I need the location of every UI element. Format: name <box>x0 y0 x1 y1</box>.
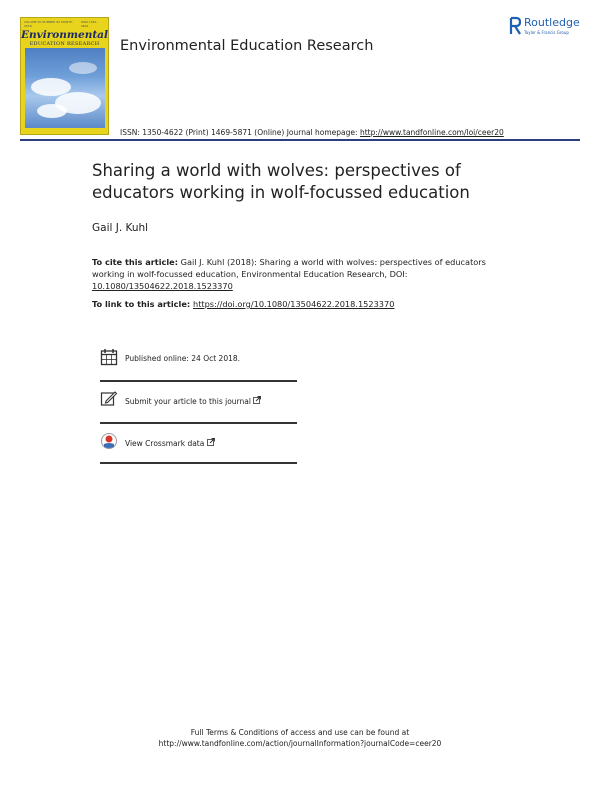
footer-terms-text: Full Terms & Conditions of access and use can be found at <box>190 728 410 737</box>
journal-name: Environmental Education Research <box>120 38 374 54</box>
row-divider <box>100 422 297 424</box>
footer-terms-link[interactable]: http://www.tandfonline.com/action/journalInformation?journalCode=ceer20 <box>158 739 442 748</box>
calendar-icon <box>100 348 118 366</box>
published-online-text: Published online: 24 Oct 2018. <box>125 354 241 363</box>
cover-subtitle: EDUCATION RESEARCH <box>29 41 100 47</box>
issn-line <box>120 128 504 137</box>
routledge-logo-icon <box>509 16 521 36</box>
crossmark-icon <box>100 432 118 450</box>
cover-sky-photo <box>25 48 105 128</box>
row-divider <box>100 380 297 382</box>
submit-article-row[interactable] <box>100 388 298 418</box>
edit-icon <box>100 390 118 408</box>
citation <box>92 256 512 292</box>
external-link-icon <box>253 396 261 404</box>
issn-text: ISSN: 1350-4622 (Print) 1469-5871 (Online) Journal homepage: <box>120 128 360 137</box>
journal-homepage-link[interactable]: http://www.tandfonline.com/loi/ceer20 <box>359 128 504 137</box>
external-link-icon <box>207 438 215 446</box>
submit-article-link[interactable]: Submit your article to this journal <box>125 397 254 406</box>
article-author: Gail J. Kuhl <box>92 222 149 234</box>
publisher-tagline: Taylor & Francis Group <box>524 30 569 35</box>
cover-issn: ISSN 1350-4622 <box>80 20 98 28</box>
cover-volume: VOLUME 00 NUMBER 00 MONTH 2018 <box>24 20 73 28</box>
publisher-name: Routledge <box>524 16 580 29</box>
footer <box>0 727 600 749</box>
row-divider <box>100 462 297 464</box>
cite-doi-link[interactable]: 10.1080/13504622.2018.1523370 <box>92 281 233 291</box>
article-link <box>92 299 394 309</box>
journal-cover <box>20 17 109 135</box>
crossmark-row[interactable] <box>100 430 298 460</box>
published-online-row <box>100 346 298 376</box>
cover-title: Environmental <box>21 29 108 41</box>
link-label: To link to this article: <box>92 299 193 309</box>
article-title: Sharing a world with wolves: perspectives of educators working in wolf-focussed education <box>92 161 470 202</box>
cite-text: Gail J. Kuhl (2018): Sharing a world with wolves: perspectives of educators working in wolf-focussed education, Environmental Education Research, DOI: <box>92 257 486 279</box>
crossmark-link[interactable]: View Crossmark data <box>125 439 207 448</box>
header-divider <box>20 139 580 141</box>
doi-link[interactable]: https://doi.org/10.1080/13504622.2018.1523370 <box>193 299 395 309</box>
cite-label: To cite this article: <box>92 257 178 267</box>
publisher-logo <box>509 16 589 40</box>
